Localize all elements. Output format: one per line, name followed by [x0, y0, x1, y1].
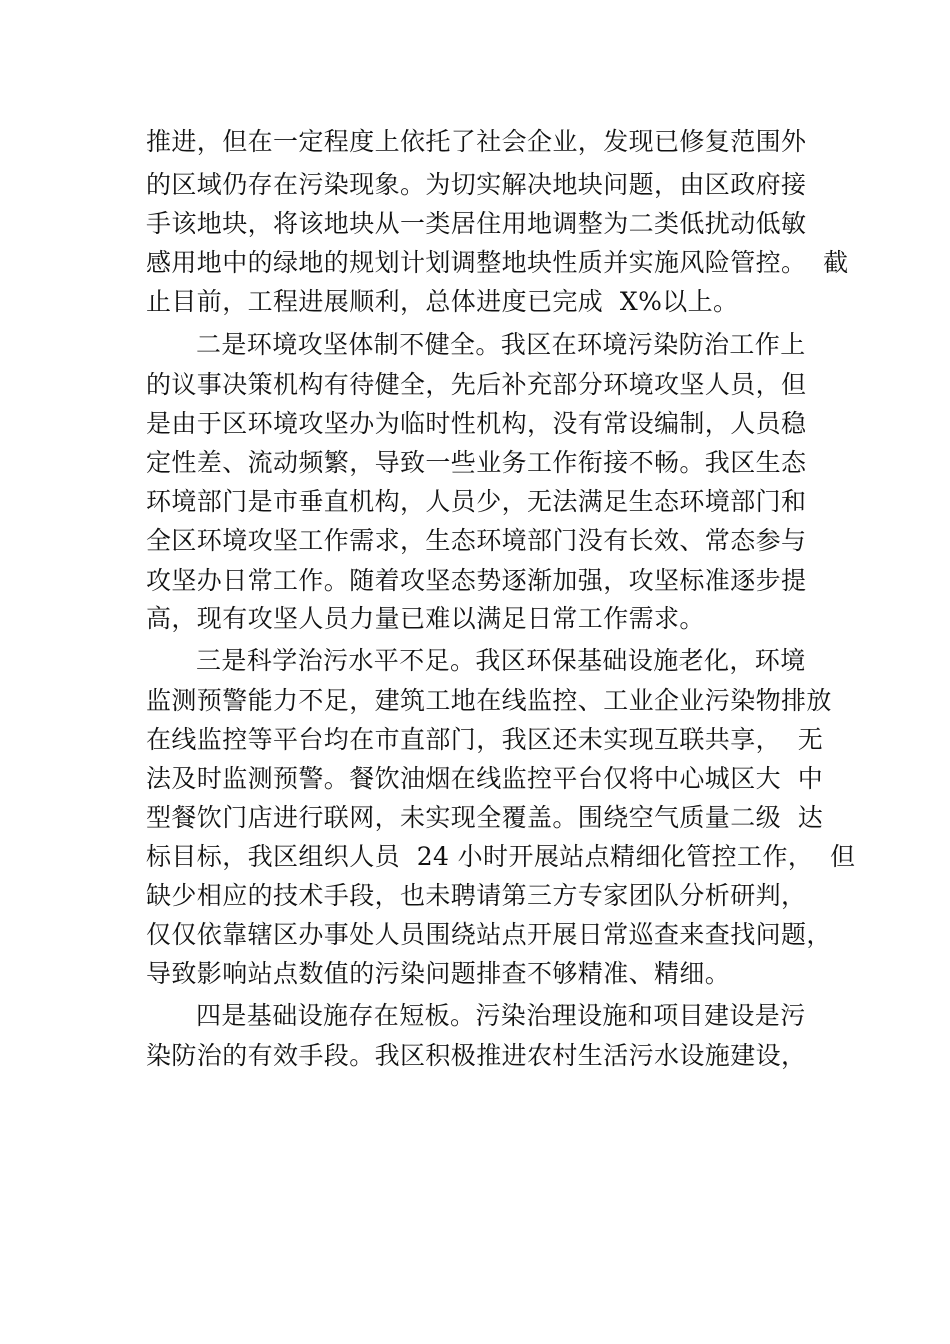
paragraph-line: 环境部门是市垂直机构，人员少，无法满足生态环境部门和: [146, 487, 807, 516]
paragraph-line: 是由于区环境攻坚办为临时性机构，没有常设编制，人员稳: [146, 409, 807, 438]
paragraph-line: 四是基础设施存在短板。污染治理设施和项目建设是污: [196, 1001, 806, 1030]
paragraph-line: 止目前，工程进展顺利，总体进度已完成 X%以上。: [146, 287, 739, 316]
paragraph-line: 攻坚办日常工作。随着攻坚态势逐渐加强，攻坚标准逐步提: [146, 566, 807, 595]
paragraph-line: 的议事决策机构有待健全，先后补充部分环境攻坚人员，但: [146, 370, 807, 399]
paragraph-line: 仅仅依靠辖区办事处人员围绕站点开展日常巡查来查找问题，: [146, 920, 832, 949]
paragraph-line: 染防治的有效手段。我区积极推进农村生活污水设施建设，: [146, 1041, 807, 1070]
paragraph-line: 缺少相应的技术手段，也未聘请第三方专家团队分析研判，: [146, 881, 807, 910]
paragraph-line: 全区环境攻坚工作需求，生态环境部门没有长效、常态参与: [146, 526, 807, 555]
paragraph-line: 手该地块，将该地块从一类居住用地调整为二类低扰动低敏: [146, 209, 807, 238]
paragraph-line: 高，现有攻坚人员力量已难以满足日常工作需求。: [146, 604, 705, 633]
paragraph-line: 监测预警能力不足，建筑工地在线监控、工业企业污染物排放: [146, 686, 832, 715]
paragraph-line: 定性差、流动频繁，导致一些业务工作衔接不畅。我区生态: [146, 448, 807, 477]
paragraph-line: 二是环境攻坚体制不健全。我区在环境污染防治工作上: [196, 330, 806, 359]
paragraph-line: 在线监控等平台均在市直部门，我区还未实现互联共享， 无: [146, 725, 824, 754]
paragraph-line: 导致影响站点数值的污染问题排查不够精准、精细。: [146, 959, 731, 988]
paragraph-line: 感用地中的绿地的规划计划调整地块性质并实施风险管控。 截: [146, 248, 849, 277]
paragraph-line: 型餐饮门店进行联网，未实现全覆盖。围绕空气质量二级 达: [146, 803, 824, 832]
paragraph-line: 推进，但在一定程度上依托了社会企业，发现已修复范围外: [146, 127, 807, 156]
paragraph-line: 三是科学治污水平不足。我区环保基础设施老化，环境: [196, 646, 806, 675]
paragraph-line: 标目标，我区组织人员 24 小时开展站点精细化管控工作， 但: [146, 842, 856, 871]
paragraph-line: 的区域仍存在污染现象。为切实解决地块问题，由区政府接: [146, 170, 807, 199]
paragraph-line: 法及时监测预警。餐饮油烟在线监控平台仅将中心城区大 中: [146, 764, 824, 793]
